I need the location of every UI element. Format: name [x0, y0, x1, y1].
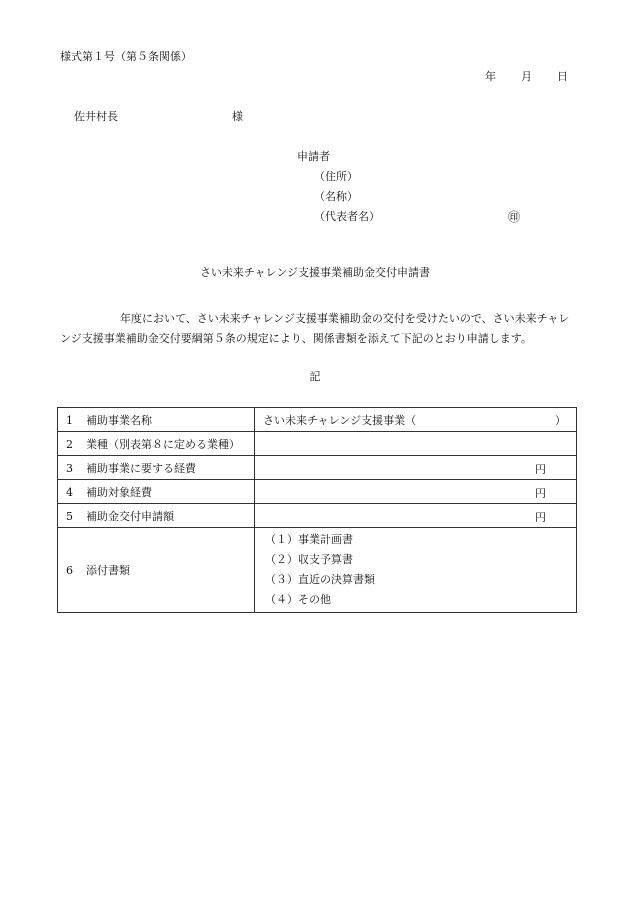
document-title: さい未来チャレンジ支援事業補助金交付申請書: [199, 266, 431, 279]
row-label-cell: 5 補助金交付申請額: [58, 504, 255, 528]
applicant-name-label: （名称）: [314, 190, 358, 203]
applicant-label: 申請者: [297, 150, 330, 163]
table-row: [58, 480, 577, 504]
applicant-address-label: （住所）: [314, 170, 358, 183]
attachments-cell: [255, 528, 577, 613]
date-year-label: 年: [485, 70, 496, 83]
date-line: [485, 70, 568, 84]
applicant-representative-label: （代表者名）: [314, 210, 380, 223]
ki-mark: 記: [309, 370, 321, 383]
project-name-cell: さい未来チャレンジ支援事業（ ）: [255, 408, 577, 432]
table-row: [58, 408, 577, 432]
project-cost-cell: 円: [255, 456, 577, 480]
date-day-label: 日: [557, 70, 568, 83]
list-item: （３）直近の決算書類: [265, 573, 375, 586]
industry-cell: [255, 432, 577, 456]
row-label-cell: 1 補助事業名称: [58, 408, 255, 432]
document-body: 年度において、さい未来チャレンジ支援事業補助金の交付を受けたいので、さい未来チャレンジ支援事業補助金交付要綱第５条の規定により、関係書類を添えて下記のとおり申請します。: [60, 312, 570, 345]
requested-amount-cell: 円: [255, 504, 577, 528]
table-row: [58, 456, 577, 480]
form-number: 様式第１号（第５条関係）: [60, 50, 192, 63]
list-item: （１）事業計画書: [265, 533, 353, 546]
row-label-cell: 4 補助対象経費: [58, 480, 255, 504]
list-item: （２）収支予算書: [265, 553, 353, 566]
row-label-cell: 2 業種（別表第８に定める業種）: [58, 432, 255, 456]
addressee-honorific: 様: [232, 110, 243, 123]
table-row: [58, 504, 577, 528]
row-label-cell: 6 添付書類: [58, 528, 255, 613]
date-month-label: 月: [521, 70, 532, 83]
list-item: （４）その他: [265, 593, 331, 606]
application-items-table: [57, 407, 577, 613]
table-row: [58, 528, 577, 613]
table-row: [58, 432, 577, 456]
addressee-name: 佐井村長: [74, 110, 118, 123]
seal-mark: ㊞: [508, 210, 521, 224]
row-label-cell: 3 補助事業に要する経費: [58, 456, 255, 480]
eligible-cost-cell: 円: [255, 480, 577, 504]
addressee: [74, 110, 243, 124]
